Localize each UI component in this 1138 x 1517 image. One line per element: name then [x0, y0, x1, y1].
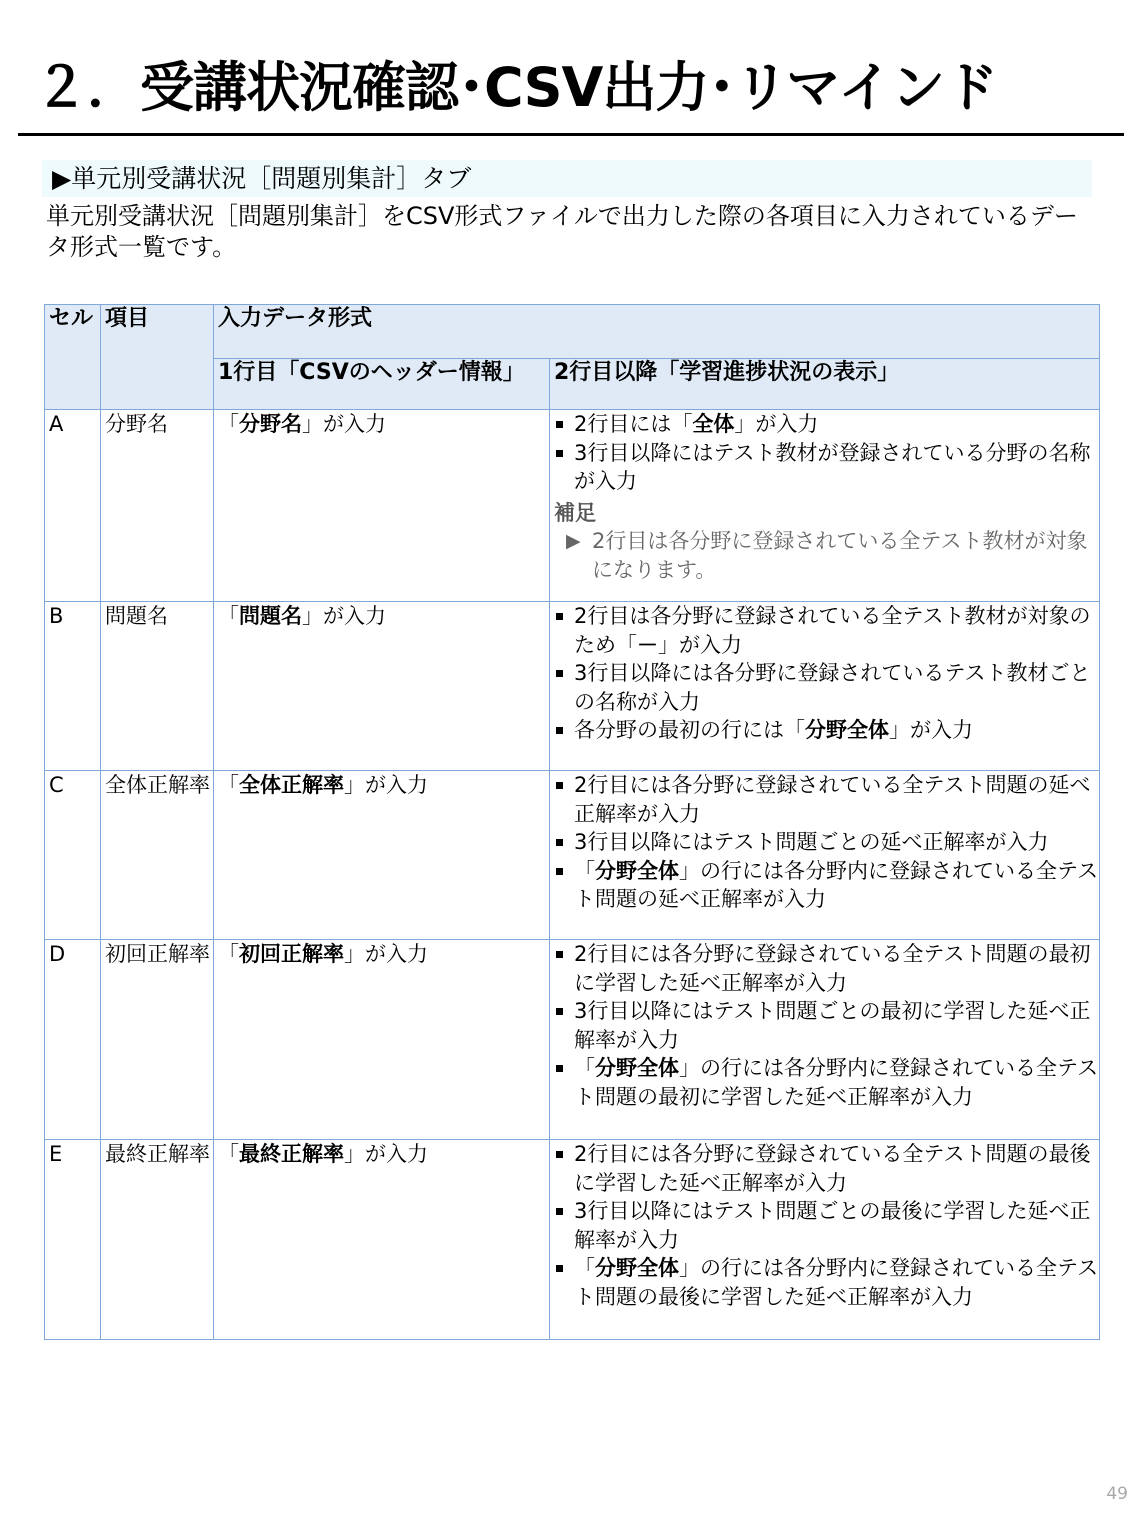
list-item	[554, 1254, 1099, 1311]
cell-letter: D	[45, 940, 101, 1140]
bullet-text: 「	[574, 858, 595, 883]
bullet-bold: 分野全体	[805, 718, 889, 742]
bullet-text: 「	[574, 1056, 595, 1080]
bullet-bold: 分野全体	[595, 1256, 679, 1280]
quote-open: 「	[218, 942, 239, 966]
list-item	[554, 439, 1099, 496]
bullet-text: 」が入力	[658, 632, 742, 657]
bullet-text: 」が入力	[734, 412, 819, 436]
list-item	[554, 828, 1099, 857]
page-number: 49	[1106, 1484, 1128, 1504]
bullet-text: 3行目以降にはテスト問題ごとの最後に学習した延べ正解率が入力	[574, 1199, 1091, 1252]
bullet-text: 3行目以降にはテスト問題ごとの最初に学習した延べ正解率が入力	[574, 999, 1091, 1052]
bullet-text: 2行目は各分野に登録されている全テスト教材が対象のため「	[574, 604, 1091, 657]
list-item	[554, 659, 1099, 716]
bullet-text: 2行目には各分野に登録されている全テスト問題の最後に学習した延べ正解率が入力	[574, 1142, 1091, 1195]
table-row	[45, 410, 1100, 602]
list-item	[554, 1140, 1099, 1197]
item-name: 問題名	[101, 602, 214, 771]
bullet-text: 」の行には各分野内に登録されている全テスト問題の延べ正解率が入力	[574, 858, 1099, 911]
intro-text: 単元別受講状況［問題別集計］をCSV形式ファイルで出力した際の各項目に入力されているデータ形式一覧です。	[46, 202, 1078, 261]
page-title: ２．受講状況確認･CSV出力･リマインド	[34, 56, 998, 119]
csv-header-value	[214, 602, 550, 771]
item-name: 初回正解率	[101, 940, 214, 1140]
item-name: 分野名	[101, 410, 214, 602]
quote-close: 」が入力	[344, 773, 428, 797]
cell-letter: A	[45, 410, 101, 602]
bullet-text: 」が入力	[889, 718, 973, 742]
bullet-list	[554, 771, 1099, 914]
note-body: 2行目は各分野に登録されている全テスト教材が対象になります。	[592, 529, 1088, 582]
quote-open: 「	[218, 412, 239, 436]
arrow-icon: ▶	[566, 530, 581, 552]
item-name: 最終正解率	[101, 1140, 214, 1340]
cell-letter: E	[45, 1140, 101, 1340]
list-item	[554, 716, 1099, 745]
list-item	[554, 771, 1099, 828]
header-item: 項目	[101, 305, 214, 410]
quote-open: 「	[218, 773, 239, 797]
bullet-bold: 全体	[692, 412, 735, 436]
item-name: 全体正解率	[101, 771, 214, 940]
list-item	[554, 997, 1099, 1054]
bullet-list	[554, 410, 1099, 496]
note-heading: 補足	[554, 500, 596, 525]
data-format-table	[44, 304, 1100, 1340]
bullet-text: 3行目以降にはテスト問題ごとの延べ正解率が入力	[574, 830, 1049, 854]
list-item	[554, 940, 1099, 997]
quote-close: 」が入力	[302, 412, 386, 436]
list-item	[554, 1054, 1099, 1111]
header-cell: セル	[45, 305, 101, 410]
header-progress: 2行目以降「学習進捗状況の表示」	[550, 359, 1100, 410]
progress-format	[550, 602, 1100, 771]
header-value-bold: 初回正解率	[239, 942, 344, 966]
progress-format	[550, 1140, 1100, 1340]
title-divider	[18, 133, 1124, 136]
list-item	[554, 857, 1099, 914]
quote-open: 「	[218, 604, 239, 628]
bullet-text: 2行目には各分野に登録されている全テスト問題の最初に学習した延べ正解率が入力	[574, 942, 1091, 995]
section-subheading: ▶単元別受講状況［問題別集計］タブ	[42, 160, 1092, 197]
header-value-bold: 全体正解率	[239, 773, 344, 797]
quote-close: 」が入力	[344, 942, 428, 966]
cell-letter: C	[45, 771, 101, 940]
bullet-bold: 分野全体	[595, 858, 679, 883]
bullet-text: 」の行には各分野内に登録されている全テスト問題の最初に学習した延べ正解率が入力	[574, 1056, 1099, 1109]
list-item	[554, 1197, 1099, 1254]
bullet-list	[554, 940, 1099, 1111]
progress-format	[550, 410, 1100, 602]
bullet-bold: 分野全体	[595, 1056, 679, 1080]
bullet-text: 「	[574, 1256, 595, 1280]
cell-letter: B	[45, 602, 101, 771]
bullet-text: 2行目には「	[574, 412, 693, 436]
bullet-list	[554, 602, 1099, 745]
csv-header-value	[214, 940, 550, 1140]
bullet-text: 2行目には各分野に登録されている全テスト問題の延べ正解率が入力	[574, 773, 1091, 826]
table-row	[45, 771, 1100, 940]
table-row	[45, 940, 1100, 1140]
bullet-text: 」の行には各分野内に登録されている全テスト問題の最後に学習した延べ正解率が入力	[574, 1256, 1099, 1309]
csv-header-value	[214, 1140, 550, 1340]
quote-close: 」が入力	[344, 1142, 428, 1166]
table-row	[45, 602, 1100, 771]
header-value-bold: 分野名	[239, 412, 302, 436]
csv-header-value	[214, 771, 550, 940]
header-csv-header: 1行目「CSVのヘッダー情報」	[214, 359, 550, 410]
bullet-bold: －	[637, 632, 658, 657]
bullet-list	[554, 1140, 1099, 1311]
note-text	[554, 527, 1099, 584]
quote-close: 」が入力	[302, 604, 386, 628]
bullet-text: 3行目以降にはテスト教材が登録されている分野の名称が入力	[574, 440, 1091, 493]
progress-format	[550, 771, 1100, 940]
table-row	[45, 1140, 1100, 1340]
bullet-text: 各分野の最初の行には「	[574, 718, 805, 742]
quote-open: 「	[218, 1142, 239, 1166]
progress-format	[550, 940, 1100, 1140]
header-value-bold: 問題名	[239, 604, 302, 628]
header-value-bold: 最終正解率	[239, 1142, 344, 1166]
csv-header-value	[214, 410, 550, 602]
list-item	[554, 602, 1099, 659]
bullet-text: 3行目以降には各分野に登録されているテスト教材ごとの名称が入力	[574, 661, 1091, 714]
list-item	[554, 410, 1099, 439]
header-input-format: 入力データ形式	[214, 305, 1100, 359]
